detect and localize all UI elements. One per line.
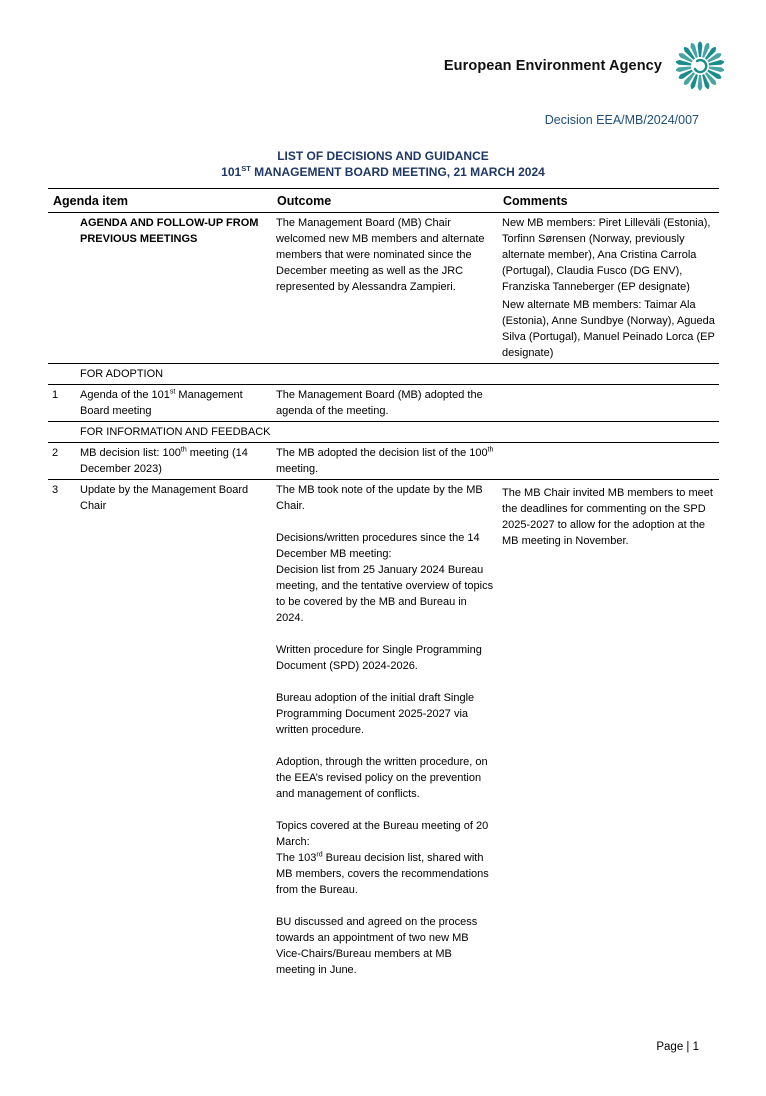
outcome xyxy=(272,480,498,981)
table-header-row xyxy=(48,189,719,213)
item-number: 3 xyxy=(48,480,76,981)
decision-reference: Decision EEA/MB/2024/007 xyxy=(544,113,699,127)
outcome-text: meeting. xyxy=(276,463,319,475)
table-row xyxy=(48,480,719,981)
agenda-item-text: meeting (14 December 2023) xyxy=(80,447,248,475)
agenda-item-text: Management Board meeting xyxy=(80,389,243,417)
item-number: 2 xyxy=(48,443,76,480)
section-for-information: FOR INFORMATION AND FEEDBACK xyxy=(76,422,719,443)
outcome-paragraph: BU discussed and agreed on the process towards an appointment of two new MB Vice-Chairs/Bureau members at MB meeting in June. xyxy=(276,916,478,976)
outcome xyxy=(272,443,498,480)
ordinal-suffix: th xyxy=(487,446,494,454)
document-title xyxy=(0,148,766,180)
agenda-item: Update by the Management Board Chair xyxy=(76,480,272,981)
outcome-paragraph: Adoption, through the written procedure, on the EEA’s revised policy on the prevention and management of conflicts. xyxy=(276,756,488,800)
outcome-paragraph: Bureau adoption of the initial draft Single Programming Document 2025-2027 via written procedure. xyxy=(276,692,475,736)
item-number: 1 xyxy=(48,385,76,422)
comment-new-alternates: New alternate MB members: Taimar Ala (Estonia), Anne Sundbye (Norway), Agueda Silva (Portugal), Manuel Peinado Lorca (EP designate) xyxy=(502,299,715,359)
header-comments: Comments xyxy=(498,189,719,213)
outcome-text: Decisions/written procedures since the 14 December MB meeting: xyxy=(276,532,480,560)
decisions-table xyxy=(48,188,719,980)
page-number: Page | 1 xyxy=(656,1041,699,1053)
title-line-1: LIST OF DECISIONS AND GUIDANCE xyxy=(277,149,489,163)
section-for-adoption: FOR ADOPTION xyxy=(76,364,719,385)
table-row xyxy=(48,213,719,364)
agenda-item-text: Agenda of the 101 xyxy=(80,389,170,401)
comment-new-members: New MB members: Piret Lilleväli (Estonia), Torfinn Sørensen (Norway, previously alternate member), Ana Cristina Carrola (Portugal), Claudia Fusco (DG ENV), Franziska Tanneberger (EP designate) xyxy=(502,217,711,293)
agenda-item xyxy=(76,443,272,480)
comments xyxy=(498,480,719,981)
title-ordinal-suffix: ST xyxy=(241,164,251,173)
header-outcome: Outcome xyxy=(272,189,498,213)
outcome-paragraph xyxy=(276,530,494,626)
outcome-text: Decision list from 25 January 2024 Bureau meeting, and the tentative overview of topics to be covered by the MB and Bureau in 2024. xyxy=(276,564,494,624)
comments xyxy=(498,443,719,480)
agenda-item-text: MB decision list: 100 xyxy=(80,447,181,459)
table-row xyxy=(48,385,719,422)
outcome: The Management Board (MB) Chair welcomed new MB members and alternate members that were nominated since the December meeting as well as the JRC represented by Alessandra Zampieri. xyxy=(276,217,485,293)
outcome-paragraph: The MB took note of the update by the MB Chair. xyxy=(276,484,483,512)
comments xyxy=(498,213,719,364)
ordinal-suffix: st xyxy=(169,388,176,396)
title-meeting-number: 101 xyxy=(221,165,242,179)
comments xyxy=(498,385,719,422)
outcome-paragraph: Written procedure for Single Programming Document (SPD) 2024-2026. xyxy=(276,644,482,672)
outcome-text: The MB adopted the decision list of the 100 xyxy=(276,447,488,459)
agenda-item: AGENDA AND FOLLOW-UP FROM PREVIOUS MEETINGS xyxy=(80,217,259,245)
outcome-text: Topics covered at the Bureau meeting of 20 March: xyxy=(276,820,489,848)
table-row xyxy=(48,443,719,480)
outcome-text: Bureau decision list, shared with MB members, covers the recommendations from the Bureau. xyxy=(276,852,489,896)
title-meeting-name: MANAGEMENT BOARD MEETING, 21 MARCH 2024 xyxy=(250,165,545,179)
header-logo xyxy=(444,36,730,96)
outcome-text: The 103 xyxy=(276,852,317,864)
title-line-2 xyxy=(0,164,766,180)
section-row xyxy=(48,422,719,443)
section-row xyxy=(48,364,719,385)
comment-text: The MB Chair invited MB members to meet the deadlines for commenting on the SPD 2025-2027 to allow for the adoption at the MB meeting in November. xyxy=(502,487,713,547)
eea-logo-icon xyxy=(670,36,730,96)
org-name: European Environment Agency xyxy=(443,58,662,74)
ordinal-suffix: rd xyxy=(316,851,323,859)
agenda-item xyxy=(76,385,272,422)
outcome: The Management Board (MB) adopted the agenda of the meeting. xyxy=(272,385,498,422)
header-agenda-item: Agenda item xyxy=(48,189,272,213)
outcome-paragraph xyxy=(276,818,494,898)
ordinal-suffix: th xyxy=(180,446,187,454)
